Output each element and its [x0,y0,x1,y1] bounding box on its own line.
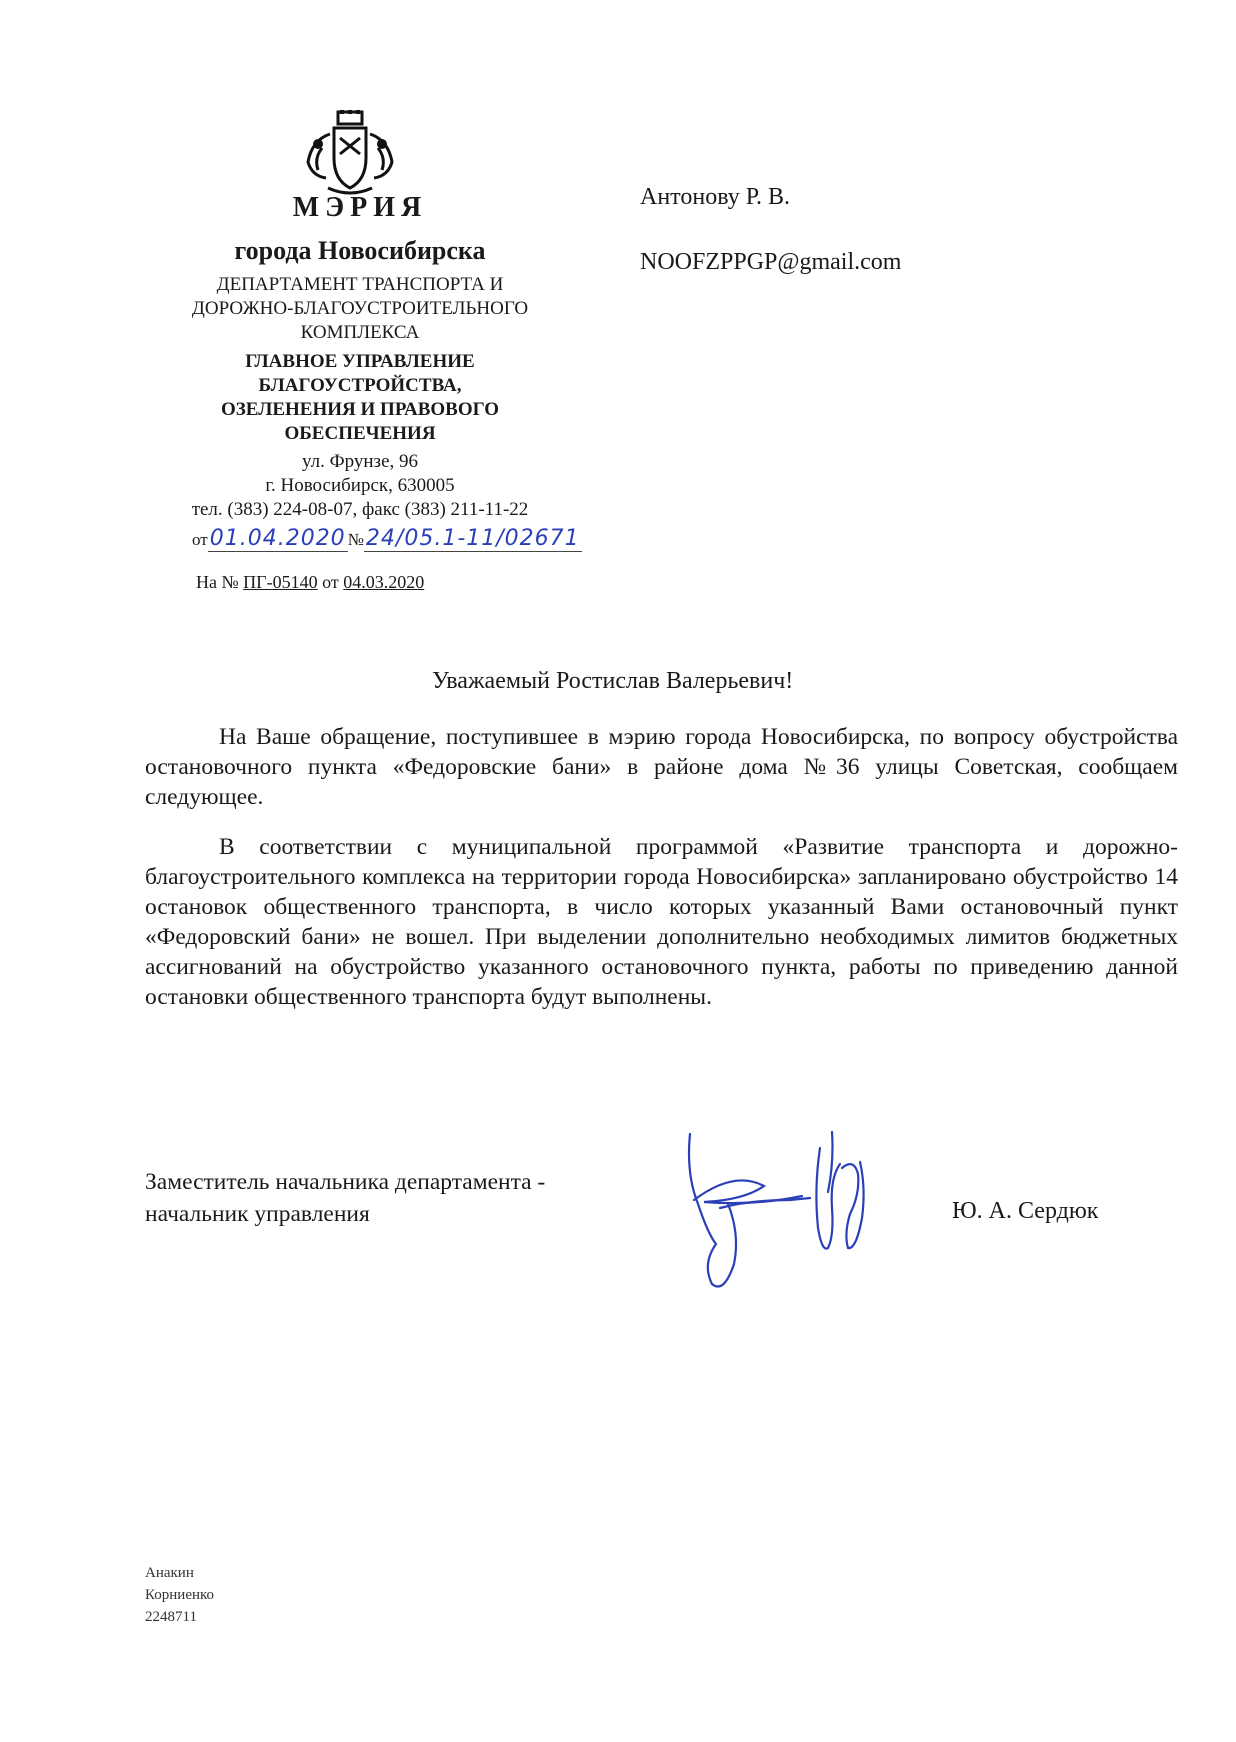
addressee-name: Антонову Р. В. [640,184,791,210]
management-name [140,350,580,446]
greeting: Уважаемый Ростислав Валерьевич! [432,668,794,694]
department-name [140,273,580,345]
management-line: ОБЕСПЕЧЕНИЯ [284,423,436,444]
body-paragraph-2: В соответствии с муниципальной программой «Развитие транспорта и дорожно-благоустроительного комплекса на территории города Новосибирска» запланировано обустройство 14 остановок общественного транспорта, в число которых указанный Вами остановочный пункт «Федоровский бани» не вошел. При выделении дополнительно необходимых лимитов бюджетных ассигнований на обустройство указанного остановочного пункта, работы по приведению данной остановки общественного транспорта будут выполнены. [145,834,1178,1010]
addressee-email: NOOFZPPGP@gmail.com [640,249,902,275]
signature-icon [680,1128,890,1298]
reg-date: 01.04.2020 [209,526,346,551]
coat-of-arms-icon [300,108,400,200]
executors-block [145,1562,214,1628]
department-line: КОМПЛЕКСА [300,322,420,343]
department-line: ДОРОЖНО-БЛАГОУСТРОИТЕЛЬНОГО [191,298,529,319]
signer-title-line: Заместитель начальника департамента - [145,1169,546,1195]
ref-date-prefix: от [322,572,339,592]
reg-number-prefix: № [347,530,364,549]
ref-date: 04.03.2020 [343,572,425,592]
city-name: города Новосибирска [234,236,486,265]
executor-name: Анакин [145,1565,194,1581]
reg-number: 24/05.1-11/02671 [365,526,580,551]
management-line: ОЗЕЛЕНЕНИЯ И ПРАВОВОГО [220,399,500,420]
department-line: ДЕПАРТАМЕНТ ТРАНСПОРТА И [216,274,504,295]
management-line: БЛАГОУСТРОЙСТВА, [258,375,462,396]
executor-phone: 2248711 [145,1609,197,1625]
address-street: ул. Фрунзе, 96 [301,451,418,472]
registration-line [192,526,582,551]
ref-number: ПГ-05140 [243,572,318,592]
org-name: МЭРИЯ [292,192,428,223]
ref-prefix: На № [196,572,239,592]
signer-title [145,1166,545,1230]
signer-title-line: начальник управления [145,1201,370,1227]
executor-name: Корниенко [145,1587,215,1603]
management-line: ГЛАВНОЕ УПРАВЛЕНИЕ [245,351,475,372]
reg-date-prefix: от [192,530,208,549]
body-paragraph-1: На Ваше обращение, поступившее в мэрию города Новосибирска, по вопросу обустройства остановочного пункта «Федоровские бани» в районе дома №36 улицы Советская, сообщаем следующее. [145,724,1178,810]
org-address [140,450,580,522]
signer-name: Ю. А. Сердюк [952,1198,1099,1224]
address-phone: тел. (383) 224-08-07, факс (383) 211-11-22 [191,499,529,520]
reference-line [196,572,424,593]
address-city: г. Новосибирск, 630005 [265,475,455,496]
